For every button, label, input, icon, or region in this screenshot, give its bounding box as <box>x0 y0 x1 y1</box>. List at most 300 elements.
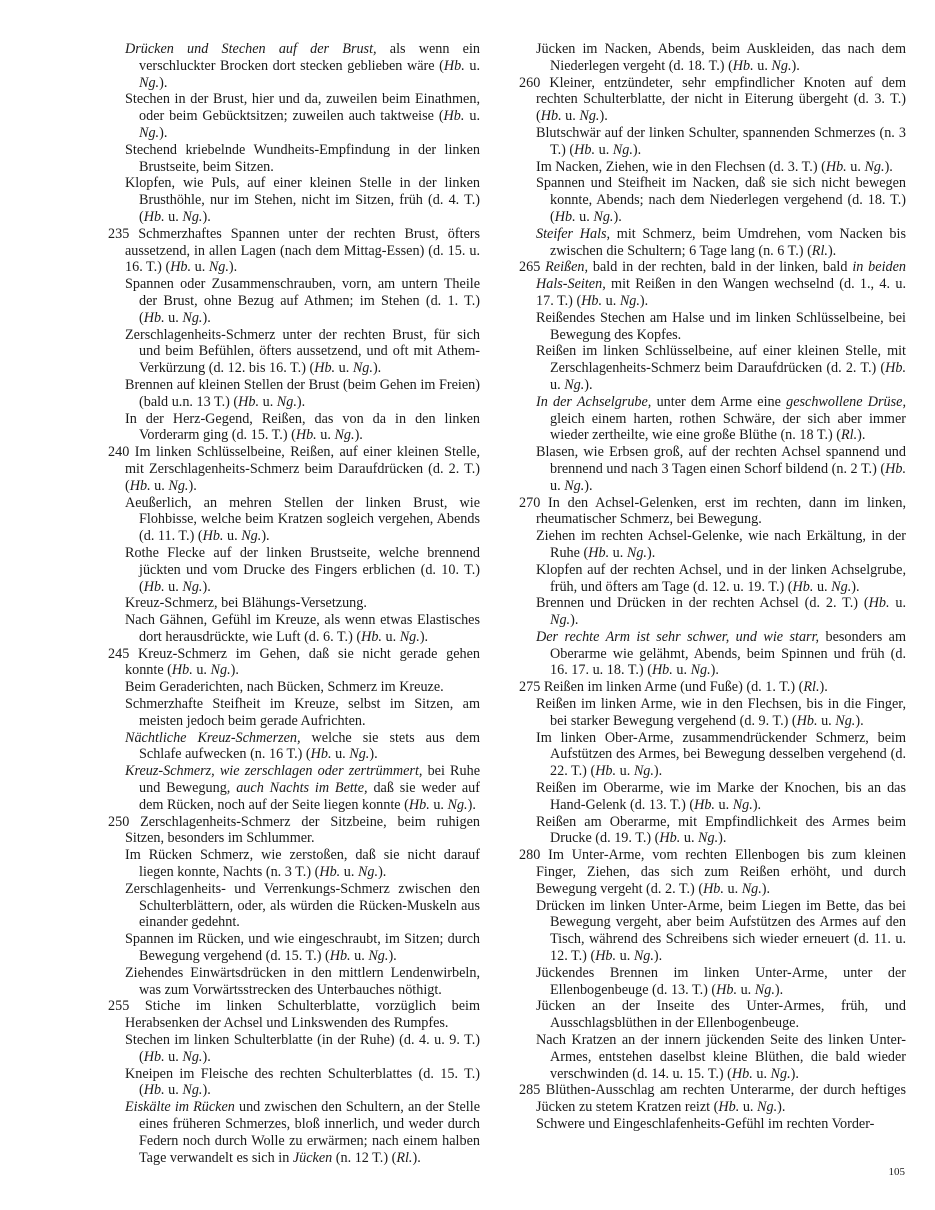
italic-text: Ng. <box>182 1048 203 1065</box>
italic-text: Hb. <box>314 360 336 377</box>
entry-text: ). <box>202 309 211 326</box>
italic-text: Ng. <box>579 108 600 125</box>
entry-text: unter dem Arme eine <box>651 393 787 410</box>
symptom-entry <box>108 545 480 595</box>
entry-text: Blasen, wie Erbsen groß, auf der rechten Achsel spannend und brennend und nach 3 Tagen einen Schorf bildend (n. 2 T.) ( <box>536 444 906 477</box>
entry-text: Blüthen-Ausschlag am rechten Unterarme, der durch heftiges Jücken zu stetem Kratzen reizt ( <box>536 1082 906 1116</box>
italic-text: Hb. <box>554 208 576 225</box>
symptom-entry <box>519 528 906 562</box>
symptom-entry <box>519 259 906 309</box>
italic-text: Hb. <box>443 57 465 74</box>
italic-text: Hb. <box>651 662 673 679</box>
italic-text: Rl. <box>396 1149 413 1166</box>
italic-text: Hb. <box>319 864 341 881</box>
symptom-entry <box>519 75 906 125</box>
entry-text: Kreuz-Schmerz im Gehen, daß sie nicht gerade gehen konnte ( <box>125 645 480 679</box>
entry-text: Stechen im linken Schulterblatte (in der Ruhe) (d. 4. u. 9. T.) ( <box>125 1032 480 1065</box>
entry-text: Reißendes Stechen am Halse und im linken Schlüsselbeine, bei Bewegung des Kopfes. <box>536 309 906 343</box>
entry-text: Spannen und Steifheit im Nacken, daß sie sich nicht bewegen konnte, Abends; nach dem Niederlegen vergehend (d. 18. T.) ( <box>536 175 906 225</box>
symptom-entry <box>519 1116 906 1133</box>
entry-text: ). <box>855 712 864 729</box>
entry-text: u. <box>680 830 699 847</box>
entry-text: u. <box>192 662 211 679</box>
entry-text: ). <box>857 427 866 444</box>
entry-text: Kneipen im Fleische des rechten Schulterblattes (d. 15. T.) ( <box>125 1065 480 1099</box>
entry-text: u. <box>753 57 772 74</box>
italic-text: Hb. <box>868 595 890 612</box>
left-column <box>108 41 480 1166</box>
italic-text: Hb. <box>588 544 610 561</box>
italic-text: Ng. <box>276 393 297 410</box>
entry-text: Ziehendes Einwärtsdrücken in den mittlern Lendenwirbeln, was zum Vorwärtsstrecken des Unterbauches nöthigt. <box>125 964 480 998</box>
entry-text: ). <box>467 796 476 813</box>
italic-text: Ng. <box>139 124 160 141</box>
italic-text: Hb. <box>443 108 465 125</box>
entry-text: Kreuz-Schmerz, bei Blähungs-Versetzung. <box>125 595 367 612</box>
entry-text: Reißen im linken Schlüsselbeine, auf einer kleinen Stelle, mit Zerschlagenheits-Schmerz beim Daraufdrücken (d. 2. T.) ( <box>536 343 906 377</box>
entry-text: u. <box>616 763 634 780</box>
italic-text: Hb. <box>202 528 224 545</box>
symptom-entry <box>108 763 480 813</box>
symptom-entry <box>108 847 480 881</box>
italic-text: Hb. <box>143 1082 165 1099</box>
symptom-entry <box>519 1082 906 1116</box>
italic-text: Ng. <box>182 208 203 225</box>
entry-text: ). <box>774 981 784 998</box>
entry-text: u. <box>561 108 580 125</box>
entry-text: ). <box>819 679 828 696</box>
symptom-entry <box>108 679 480 696</box>
entry-text: u. <box>164 309 183 326</box>
symptom-entry <box>108 276 480 326</box>
italic-text: Steifer Hals, <box>536 225 611 242</box>
italic-text: Hb. <box>170 259 192 276</box>
entry-text: u. <box>259 393 277 410</box>
italic-text: Hb. <box>143 309 165 326</box>
italic-text: Hb. <box>295 427 317 444</box>
symptom-entry <box>108 495 480 545</box>
italic-text: Reißen, <box>545 259 589 276</box>
entry-text: Klopfen auf der rechten Achsel, und in der linken Achselgrube, früh, und öfters am Tage (d. 12. u. 19. T.) ( <box>536 561 906 595</box>
entry-text: Spannen im Rücken, und wie eingeschraubt, im Sitzen; durch Bewegung vergehend (d. 15. T.) ( <box>125 931 480 965</box>
symptom-entry <box>108 327 480 377</box>
entry-text: Nach Gähnen, Gefühl im Kreuze, als wenn etwas Elastisches dort herausdrückte, wie Luft (d. 6. T.) ( <box>125 612 480 645</box>
entry-text: u. <box>335 360 353 377</box>
entry-text: Im Nacken, Ziehen, wie in den Flechsen (d. 3. T.) ( <box>536 158 826 175</box>
entry-text: ). <box>202 208 211 225</box>
entry-text: ). <box>653 948 663 965</box>
entry-text: ). <box>851 578 860 595</box>
italic-text: Hb. <box>731 1065 753 1082</box>
italic-text: Hb. <box>574 141 596 158</box>
italic-text: Hb. <box>694 796 715 813</box>
italic-text: Ng. <box>564 376 585 393</box>
italic-text: Hb. <box>171 662 193 679</box>
entry-text: ). <box>388 948 397 965</box>
italic-text: Hb. <box>716 981 738 998</box>
entry-text: ). <box>632 141 642 158</box>
entry-text: ). <box>372 360 382 377</box>
entry-text: u. <box>813 578 832 595</box>
italic-text: geschwollene Drüse, <box>786 393 906 410</box>
italic-text: Ng. <box>349 746 370 763</box>
entry-text: mit Schmerz, beim Umdrehen, vom Nacken bis zwischen die Schultern; 6 Tage lang (n. 6 T.) ( <box>550 225 906 259</box>
entry-text: ). <box>639 292 649 309</box>
italic-text: Hb. <box>732 57 754 74</box>
entry-text: ). <box>584 376 593 393</box>
symptom-entry <box>519 847 906 897</box>
symptom-entry <box>519 814 906 848</box>
entry-text: In der Herz-Gegend, Reißen, das von da in den linken Vorderarm ging (d. 15. T.) ( <box>125 410 480 444</box>
entry-text: ). <box>599 108 608 125</box>
italic-text: Ng. <box>550 612 571 629</box>
entry-text: ). <box>791 57 800 74</box>
entry-text: Reißen im linken Arme (und Fuße) (d. 1. T.) ( <box>543 679 804 696</box>
entry-number: 285 <box>519 1082 546 1099</box>
symptom-entry <box>108 91 480 141</box>
entry-text: ). <box>261 528 270 545</box>
italic-text: Ng. <box>357 864 379 881</box>
entry-text: Im Unter-Arme, vom rechten Ellenbogen bis zum kleinen Finger, Ziehen, das sich zum Reißen erhöht, und durch Bewegung vergeht (d. 2. T.) ( <box>536 847 906 897</box>
entry-text: Kleiner, entzündeter, sehr empfindlicher Knoten auf dem rechten Schulterblatte, der nicht in Eiterung übergeht (d. 3. T.) ( <box>536 74 906 125</box>
entry-text: ). <box>188 477 197 494</box>
italic-text: auch Nachts im Bette, <box>236 780 368 797</box>
italic-text: Hb. <box>659 830 681 847</box>
entry-text: u. <box>429 796 448 813</box>
entry-text: ). <box>761 880 771 897</box>
italic-text: Ng. <box>831 578 852 595</box>
symptom-entry <box>519 595 906 629</box>
entry-text: u. <box>714 796 733 813</box>
symptom-entry <box>519 679 906 696</box>
entry-text: ). <box>412 1149 421 1166</box>
entry-text: bald in der rechten, bald in der linken, bald <box>588 259 853 276</box>
entry-number: 265 <box>519 259 546 276</box>
entry-text: Reißen im Oberarme, wie im Marke der Knochen, bis an das Hand-Gelenk (d. 13. T.) ( <box>536 780 906 813</box>
entry-text: ). <box>790 1065 799 1082</box>
italic-text: Ng. <box>690 662 711 679</box>
italic-text: Ng. <box>182 578 203 595</box>
right-column <box>519 41 906 1133</box>
symptom-entry <box>108 175 480 225</box>
symptom-entry <box>108 646 480 680</box>
entry-number: 245 <box>108 645 139 662</box>
entry-text: Schmerzhafte Steifheit im Kreuze, selbst im Sitzen, am meisten jedoch beim gerade Aufrichten. <box>125 696 480 729</box>
italic-text: Ng. <box>754 981 775 998</box>
italic-text: Hb. <box>718 1099 740 1116</box>
entry-text: daß sie weder auf dem Rücken, noch auf der Seite liegen konnte ( <box>139 780 480 813</box>
entry-text: u. <box>550 477 565 494</box>
entry-text: ). <box>653 763 663 780</box>
symptom-entry <box>519 730 906 780</box>
italic-text: Hb. <box>329 948 351 965</box>
entry-text: u. <box>846 158 865 175</box>
entry-text: u. <box>817 712 836 729</box>
symptom-entry <box>519 965 906 999</box>
symptom-entry <box>108 377 480 411</box>
entry-text: ). <box>777 1099 786 1116</box>
symptom-entry <box>108 595 480 612</box>
symptom-entry <box>108 696 480 730</box>
italic-text: Ng. <box>612 141 633 158</box>
entry-text: Im Rücken Schmerz, wie zerstoßen, daß sie nicht darauf liegen konnte, Nachts (n. 3 T.) ( <box>125 847 480 881</box>
entry-text: u. <box>575 208 594 225</box>
entry-text: ). <box>570 612 579 629</box>
italic-text: Rl. <box>803 679 820 696</box>
entry-text: ). <box>369 746 378 763</box>
symptom-entry <box>108 881 480 931</box>
italic-text: Hb. <box>540 108 562 125</box>
entry-text: u. <box>889 595 906 612</box>
entry-text: ). <box>718 830 727 847</box>
italic-text: in beiden Hals-Seiten, <box>536 259 907 293</box>
page-number: 105 <box>888 1166 905 1178</box>
entry-text: Stechen in der Brust, hier und da, zuweilen beim Einathmen, oder beim Gebücktsitzen; zuweilen auch taktweise ( <box>125 91 480 125</box>
entry-text: und zwischen den Schultern, an der Stelle eines früheren Schmerzes, bloß innerlich, und weder durch Federn noch durch Wolle zu erwärmen; nach einem halben Tage verwandelt es sich in <box>139 1099 480 1166</box>
italic-text: Ng. <box>698 830 719 847</box>
symptom-entry <box>519 780 906 814</box>
entry-text: gleich einem harten, rothen Schwäre, der sich aber immer wieder zertheilte, wie eine große Blüthe (n. 18 T.) ( <box>550 410 906 444</box>
entry-text: Im linken Schlüsselbeine, Reißen, auf einer kleinen Stelle, mit Zerschlagenheits-Schmerz beim Daraufdrücken (d. 2. T.) ( <box>125 444 480 494</box>
italic-text: Rl. <box>811 242 828 259</box>
italic-text: Ng. <box>626 544 647 561</box>
entry-text: u. <box>672 662 691 679</box>
italic-text: Ng. <box>334 427 355 444</box>
entry-text: Nach Kratzen an der innern jückenden Seite des linken Unter-Armes, entstehen daselbst kleine Blüthen, die bald wieder verschwinden (d. 14. u. 15. T.) ( <box>536 1032 906 1082</box>
entry-text: ). <box>646 544 656 561</box>
entry-text: Drücken im linken Unter-Arme, beim Liegen im Bette, das bei Bewegung vergeht, aber beim Aufstützen des Armes auf den Tisch, während des Schreibens sich wieder erneuert (d. 11. u. 12. T.) ( <box>536 897 906 965</box>
entry-text: u. <box>609 544 627 561</box>
italic-text: Drücken und Stechen auf der Brust, <box>125 41 377 57</box>
symptom-entry <box>108 931 480 965</box>
entry-text: u. <box>191 259 209 276</box>
italic-text: Ng. <box>208 259 229 276</box>
italic-text: Hb. <box>408 796 430 813</box>
entry-text: ). <box>584 477 593 494</box>
entry-text: u. <box>737 981 755 998</box>
entry-text: u. <box>164 1048 183 1065</box>
entry-text: ). <box>230 662 239 679</box>
symptom-entry <box>519 1032 906 1082</box>
italic-text: Hb. <box>796 712 818 729</box>
entry-text: als wenn ein verschluckter Brocken dort stecken geblieben wäre ( <box>139 41 480 74</box>
symptom-entry <box>519 125 906 159</box>
italic-text: Ng. <box>368 948 389 965</box>
italic-text: Hb. <box>143 578 165 595</box>
entry-text: Rothe Flecke auf der linken Brustseite, welche brennend jückten und vom Drucke des Fingers erblichen (d. 10. T.) ( <box>125 544 480 595</box>
entry-text: Beim Geraderichten, nach Bücken, Schmerz im Kreuze. <box>125 679 444 696</box>
symptom-entry <box>519 394 906 444</box>
symptom-entry <box>519 696 906 730</box>
entry-number: 260 <box>519 74 550 91</box>
entry-text: Brennen und Drücken in der rechten Achsel (d. 2. T.) ( <box>536 595 869 612</box>
entry-text: ). <box>296 393 306 410</box>
italic-text: Hb. <box>825 158 847 175</box>
entry-text: ). <box>884 158 893 175</box>
entry-text: ). <box>752 796 762 813</box>
italic-text: Hb. <box>792 578 814 595</box>
italic-text: Jücken <box>292 1149 333 1166</box>
symptom-entry <box>108 612 480 646</box>
symptom-entry <box>519 226 906 260</box>
entry-text: ). <box>159 74 168 91</box>
symptom-entry <box>108 1099 480 1166</box>
italic-text: Ng. <box>835 712 856 729</box>
italic-text: Hb. <box>703 880 724 897</box>
entry-text: ). <box>613 208 622 225</box>
italic-text: Hb. <box>595 763 617 780</box>
entry-text: u. <box>464 108 481 125</box>
symptom-entry <box>108 226 480 276</box>
entry-text: (n. 12 T.) ( <box>332 1149 397 1166</box>
symptom-entry <box>108 1032 480 1066</box>
symptom-entry <box>519 444 906 494</box>
italic-text: In der Achselgrube, <box>536 393 652 410</box>
entry-number: 235 <box>108 225 139 242</box>
entry-text: ). <box>228 259 238 276</box>
italic-text: Hb. <box>595 948 617 965</box>
entry-text: Jücken im Nacken, Abends, beim Auskleiden, das nach dem Niederlegen vergeht (d. 18. T.) ( <box>536 41 906 74</box>
italic-text: Ng. <box>564 477 585 494</box>
entry-text: welche sie stets aus dem Schlafe aufwecken (n. 16 T.) ( <box>139 729 481 763</box>
entry-text: ). <box>378 864 387 881</box>
italic-text: Ng. <box>771 57 792 74</box>
italic-text: Ng. <box>864 158 885 175</box>
italic-text: Ng. <box>182 1082 203 1099</box>
entry-text: ). <box>827 242 837 259</box>
italic-text: Ng. <box>168 477 189 494</box>
symptom-entry <box>519 495 906 529</box>
symptom-entry <box>108 730 480 764</box>
entry-text: ). <box>202 578 211 595</box>
entry-text: Brennen auf kleinen Stellen der Brust (beim Gehen im Freien) (bald u.n. 13 T.) ( <box>125 376 480 410</box>
symptom-entry <box>519 159 906 176</box>
italic-text: Kreuz-Schmerz, wie zerschlagen oder zertrümmert, <box>125 763 423 780</box>
entry-text: u. <box>164 208 183 225</box>
entry-text: mit Reißen in den Wangen wechselnd (d. 1., 4. u. 17. T.) ( <box>536 276 906 309</box>
italic-text: Ng. <box>447 796 468 813</box>
entry-text: bei Ruhe und Bewegung, <box>139 763 480 797</box>
entry-text: Schmerzhaftes Spannen unter der rechten Brust, öfters aussetzend, in allen Lagen (nach dem Mittag-Essen) (d. 15. u. 16. T.) ( <box>125 225 480 276</box>
italic-text: Rl. <box>841 427 858 444</box>
entry-text: ). <box>159 124 168 141</box>
italic-text: Hb. <box>143 208 165 225</box>
symptom-entry <box>108 444 480 494</box>
entry-text: Spannen oder Zusammenschrauben, vorn, am untern Theile der Brust, ohne Bezug auf Athmen; im Stehen (d. 1. T.) ( <box>125 276 480 326</box>
italic-text: Ng. <box>182 309 203 326</box>
italic-text: Hb. <box>581 292 603 309</box>
italic-text: Eiskälte im Rücken <box>125 1099 235 1116</box>
italic-text: Hb. <box>885 460 906 477</box>
entry-text: ). <box>710 662 719 679</box>
entry-text: u. <box>331 746 350 763</box>
entry-text: u. <box>316 427 335 444</box>
entry-text: Zerschlagenheits- und Verrenkungs-Schmerz zwischen den Schulterblättern, oder, als würden die Rücken-Muskeln aus einander gedehnt. <box>125 880 480 931</box>
italic-text: Hb. <box>361 628 382 645</box>
entry-text: u. <box>223 528 242 545</box>
italic-text: Ng. <box>633 763 654 780</box>
entry-text: Stechend kriebelnde Wundheits-Empfindung in der linken Brustseite, beim Sitzen. <box>125 141 480 175</box>
symptom-entry <box>108 142 480 176</box>
entry-text: Blutschwär auf der linken Schulter, spannenden Schmerzes (n. 3 T.) ( <box>536 124 906 158</box>
entry-text: u. <box>739 1099 758 1116</box>
italic-text: Nächtliche Kreuz-Schmerzen, <box>125 729 301 746</box>
entry-text: Schwere und Eingeschlafenheits-Gefühl im rechten Vorder- <box>536 1116 875 1132</box>
italic-text: Ng. <box>399 628 420 645</box>
entry-text: Jücken an der Inseite des Unter-Armes, früh, und Ausschlagsblüthen in der Ellenbogenbeuge. <box>536 998 906 1032</box>
entry-text: Zerschlagenheits-Schmerz unter der rechten Brust, für sich und beim Befühlen, öfters aussetzend, und oft mit Athem-Verkürzung (d. 12. bis 16. T.) ( <box>125 326 480 377</box>
italic-text: Der rechte Arm ist sehr schwer, und wie starr, <box>536 628 820 645</box>
entry-number: 275 <box>519 679 544 696</box>
italic-text: Ng. <box>241 528 262 545</box>
entry-text: Zerschlagenheits-Schmerz der Sitzbeine, beim ruhigen Sitzen, besonders im Schlummer. <box>125 813 480 847</box>
entry-text: u. <box>340 864 358 881</box>
entry-text: Jückendes Brennen im linken Unter-Arme, unter der Ellenbogenbeuge (d. 13. T.) ( <box>536 964 906 998</box>
italic-text: Ng. <box>633 948 654 965</box>
italic-text: Hb. <box>143 1048 165 1065</box>
entry-text: u. <box>381 628 400 645</box>
entry-number: 240 <box>108 444 135 461</box>
italic-text: Ng. <box>593 208 614 225</box>
entry-text: ). <box>202 1082 211 1099</box>
entry-text: ). <box>419 628 429 645</box>
entry-number: 250 <box>108 813 141 830</box>
symptom-entry <box>519 343 906 393</box>
symptom-entry <box>108 965 480 999</box>
symptom-entry <box>108 1066 480 1100</box>
italic-text: Ng. <box>139 74 160 91</box>
entry-text: ). <box>202 1048 211 1065</box>
entry-text: Im linken Ober-Arme, zusammendrückender Schmerz, beim Aufstützen des Armes, bei Bewegung desselben vergehend (d. 22. T.) ( <box>536 729 906 780</box>
symptom-entry <box>108 998 480 1032</box>
entry-number: 280 <box>519 847 549 864</box>
italic-text: Ng. <box>352 360 373 377</box>
entry-text: besonders am Oberarme wie gelähmt, Abends, beim Spinnen und früh (d. 16. 17. u. 18. T.) ( <box>550 628 906 679</box>
symptom-entry <box>108 411 480 445</box>
italic-text: Hb. <box>310 746 332 763</box>
symptom-entry <box>519 175 906 225</box>
entry-text: ). <box>354 427 363 444</box>
italic-text: Hb. <box>885 360 906 377</box>
entry-number: 270 <box>519 494 549 511</box>
entry-text: u. <box>350 948 369 965</box>
symptom-entry <box>108 814 480 848</box>
italic-text: Ng. <box>210 662 231 679</box>
entry-text: u. <box>150 477 169 494</box>
italic-text: Ng. <box>619 292 640 309</box>
entry-text: u. <box>550 376 565 393</box>
symptom-entry <box>519 41 906 75</box>
entry-text: In den Achsel-Gelenken, erst im rechten, dann im linken, rheumatischer Schmerz, bei Bewegung. <box>536 494 906 528</box>
entry-text: u. <box>602 292 620 309</box>
italic-text: Ng. <box>741 880 762 897</box>
italic-text: Hb. <box>238 393 260 410</box>
entry-text: Reißen im linken Arme, wie in den Flechsen, bis in die Finger, bei starker Bewegung vergehend (d. 9. T.) ( <box>536 696 906 729</box>
italic-text: Ng. <box>732 796 753 813</box>
entry-text: u. <box>752 1065 771 1082</box>
entry-text: u. <box>595 141 613 158</box>
entry-text: Stiche im linken Schulterblatte, vorzüglich beim Herabsenken der Achsel und Linkswenden des Rumpfes. <box>125 998 481 1032</box>
entry-text: u. <box>464 57 480 74</box>
symptom-entry <box>519 629 906 679</box>
entry-text: u. <box>616 948 634 965</box>
italic-text: Ng. <box>770 1065 791 1082</box>
entry-number: 255 <box>108 998 145 1015</box>
entry-text: Klopfen, wie Puls, auf einer kleinen Stelle in der linken Brusthöhle, nur im Stehen, nicht im Sitzen, früh (d. 4. T.) ( <box>125 175 480 225</box>
entry-text: u. <box>723 880 742 897</box>
entry-text: Aeußerlich, an mehren Stellen der linken Brust, wie Flohbisse, welche beim Kratzen sogleich vergehen, Abends (d. 11. T.) ( <box>125 494 480 545</box>
symptom-entry <box>519 898 906 965</box>
